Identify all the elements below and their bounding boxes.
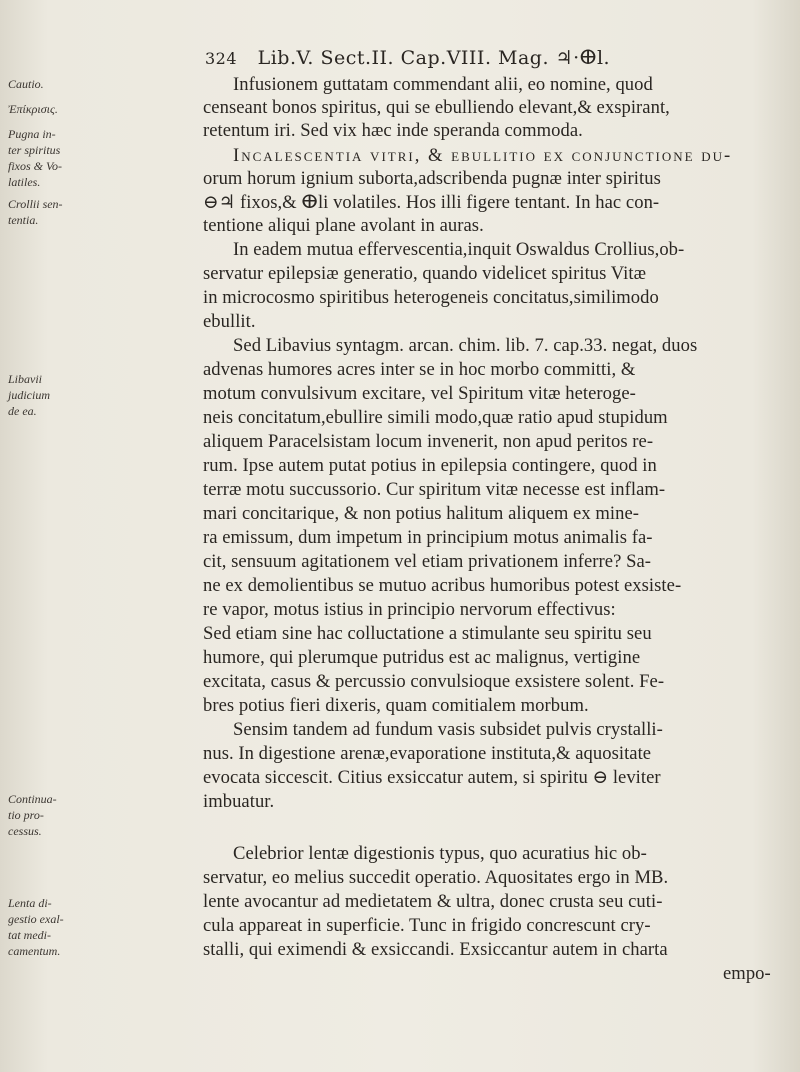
text-line: tentione aliqui plane avolant in auras.: [203, 215, 484, 236]
text-line: censeant bonos spiritus, qui se ebulliendo elevant,& exspirant,: [203, 97, 670, 118]
text-line: ne ex demolientibus se mutuo acribus humoribus potest exsiste-: [203, 575, 682, 596]
text-line: terræ motu succussorio. Cur spiritum vitæ necesse est inflam-: [203, 479, 666, 500]
catchword: empo-: [723, 963, 771, 984]
text-line: mari concitarique, & non potius halitum aliquem ex mine-: [203, 503, 640, 524]
text-line: aliquem Paracelsistam locum invenerit, non apud peritos re-: [203, 431, 654, 452]
margin-note: de ea.: [8, 404, 37, 418]
text-line: ⊖♃ fixos,& ⴲli volatiles. Hos illi figere tentant. In hac con-: [203, 192, 660, 213]
margin-note: cessus.: [8, 824, 42, 838]
text-line: Celebrior lentæ digestionis typus, quo acuratius hic ob-: [233, 843, 647, 864]
text-line: stalli, qui eximendi & exsiccandi. Exsiccantur autem in charta: [203, 939, 668, 960]
margin-note: Ἐπίκρισις.: [8, 102, 58, 116]
text-line: excitata, casus & percussio convulsioque exsistere solent. Fe-: [203, 671, 665, 692]
margin-note: tat medi-: [8, 928, 51, 942]
text-line: Sed etiam sine hac colluctatione a stimulante seu spiritu seu: [203, 623, 652, 644]
margin-note: camentum.: [8, 944, 61, 958]
margin-note: fixos & Vo-: [8, 159, 62, 173]
text-line: neis concitatum,ebullire simili modo,quæ ratio apud stupidum: [203, 407, 668, 428]
running-title: Lib.V. Sect.II. Cap.VIII. Mag. ♃·ⴲl.: [257, 47, 611, 69]
text-line: Infusionem guttatam commendant alii, eo nomine, quod: [233, 74, 653, 95]
text-line: servatur epilepsiæ generatio, quando videlicet spiritus Vitæ: [203, 263, 647, 284]
text-line: Sed Libavius syntagm. arcan. chim. lib. 7. cap.33. negat, duos: [233, 335, 698, 356]
text-line: ebullit.: [203, 311, 256, 332]
text-line: motum convulsivum excitare, vel Spiritum vitæ heteroge-: [203, 383, 636, 404]
text-line: Sensim tandem ad fundum vasis subsidet pulvis crystalli-: [233, 719, 663, 740]
margin-note: judicium: [8, 388, 50, 402]
margin-note: gestio exal-: [8, 912, 64, 926]
margin-note: Cautio.: [8, 77, 44, 91]
margin-note: tentia.: [8, 213, 39, 227]
text-line: In eadem mutua effervescentia,inquit Oswaldus Crollius,ob-: [233, 239, 685, 260]
margin-note: ter spiritus: [8, 143, 61, 157]
text-line: evocata siccescit. Citius exsiccatur autem, si spiritu ⊖ leviter: [203, 767, 661, 788]
page-header: [205, 47, 790, 75]
margin-note: Continua-: [8, 792, 57, 806]
text-line: rum. Ipse autem putat potius in epilepsia contingere, quod in: [203, 455, 657, 476]
text-line: lente avocantur ad medietatem & ultra, donec crusta seu cuti-: [203, 891, 663, 912]
text-line: in microcosmo spiritibus heterogeneis concitatus,similimodo: [203, 287, 659, 308]
margin-note: Pugna in-: [8, 127, 56, 141]
text-line: retentum iri. Sed vix hæc inde speranda commoda.: [203, 120, 583, 141]
margin-note: Lenta di-: [8, 896, 52, 910]
text-line: bres potius fieri dixeris, quam comitialem morbum.: [203, 695, 589, 716]
text-line: Incalescentia vitri, & ebullitio ex conjunctione du-: [233, 145, 733, 166]
text-line: orum horum ignium suborta,adscribenda pugnæ inter spiritus: [203, 168, 661, 189]
margin-note: tio pro-: [8, 808, 44, 822]
text-line: re vapor, motus istius in principio nervorum effectivus:: [203, 599, 616, 620]
text-line: cula appareat in superficie. Tunc in frigido concrescunt cry-: [203, 915, 651, 936]
text-line: servatur, eo melius succedit operatio. Aquositates ergo in MB.: [203, 867, 669, 888]
margin-note: Libavii: [8, 372, 43, 386]
text-line: imbuatur.: [203, 791, 275, 812]
text-line: cit, sensuum agitationem vel etiam privationem inferre? Sa-: [203, 551, 652, 572]
margin-note: latiles.: [8, 175, 41, 189]
text-line: advenas humores acres inter se in hoc morbo committi, &: [203, 359, 636, 380]
margin-note: Crollii sen-: [8, 197, 63, 211]
text-line: nus. In digestione arenæ,evaporatione instituta,& aquositate: [203, 743, 652, 764]
text-line: ra emissum, dum impetum in principium motus animalis fa-: [203, 527, 653, 548]
page-number: 324: [205, 49, 238, 68]
text-line: humore, qui plerumque putridus est ac malignus, vertigine: [203, 647, 641, 668]
